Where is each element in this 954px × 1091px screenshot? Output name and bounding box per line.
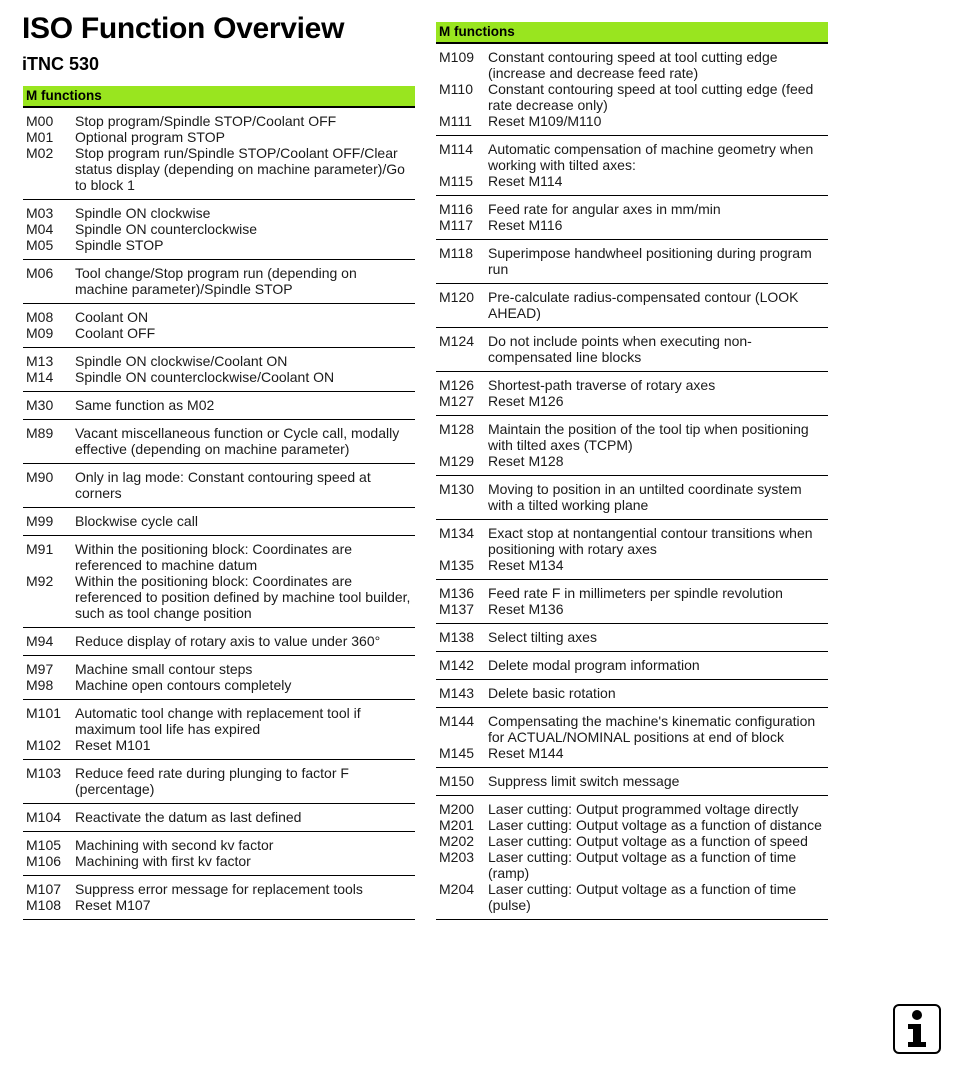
function-row bbox=[23, 705, 415, 737]
function-description: Vacant miscellaneous function or Cycle call, modally effective (depending on machine parameter) bbox=[75, 425, 400, 457]
function-code: M115 bbox=[439, 173, 473, 189]
function-row bbox=[23, 633, 415, 649]
function-code: M134 bbox=[439, 525, 475, 541]
function-row bbox=[23, 837, 415, 853]
function-row bbox=[23, 237, 415, 253]
function-code: M105 bbox=[26, 837, 62, 853]
function-description: Maintain the position of the tool tip when positioning with tilted axes (TCPM) bbox=[488, 421, 809, 453]
section-header: M functions bbox=[23, 86, 415, 108]
function-description: Reset M114 bbox=[488, 173, 563, 189]
function-description: Reset M101 bbox=[75, 737, 151, 753]
function-description: Laser cutting: Output voltage as a function of speed bbox=[488, 833, 808, 849]
function-group bbox=[436, 136, 828, 196]
function-code: M91 bbox=[26, 541, 54, 557]
function-description: Superimpose handwheel positioning during program run bbox=[488, 245, 812, 277]
function-description: Within the positioning block: Coordinates are referenced to machine datum bbox=[75, 541, 353, 573]
function-row bbox=[436, 601, 828, 617]
function-row bbox=[436, 773, 828, 789]
function-row bbox=[436, 393, 828, 409]
function-group bbox=[436, 240, 828, 284]
function-description: Do not include points when executing non-compensated line blocks bbox=[488, 333, 752, 365]
function-code: M145 bbox=[439, 745, 475, 761]
function-code: M114 bbox=[439, 141, 473, 157]
function-group bbox=[436, 196, 828, 240]
function-description: Machining with first kv factor bbox=[75, 853, 251, 869]
function-row bbox=[436, 817, 828, 833]
function-group bbox=[436, 520, 828, 580]
function-row bbox=[436, 421, 828, 453]
info-icon bbox=[893, 1004, 941, 1054]
function-code: M101 bbox=[26, 705, 62, 721]
function-row bbox=[23, 145, 415, 193]
function-code: M90 bbox=[26, 469, 54, 485]
function-group bbox=[23, 628, 415, 656]
function-description: Pre-calculate radius-compensated contour (LOOK AHEAD) bbox=[488, 289, 799, 321]
function-group bbox=[436, 328, 828, 372]
function-group bbox=[23, 200, 415, 260]
function-code: M204 bbox=[439, 881, 475, 897]
function-description: Reduce feed rate during plunging to factor F (percentage) bbox=[75, 765, 349, 797]
function-description: Exact stop at nontangential contour transitions when positioning with rotary axes bbox=[488, 525, 813, 557]
function-code: M128 bbox=[439, 421, 475, 437]
function-row bbox=[436, 289, 828, 321]
function-description: Tool change/Stop program run (depending on machine parameter)/Spindle STOP bbox=[75, 265, 357, 297]
function-group bbox=[23, 348, 415, 392]
function-code: M130 bbox=[439, 481, 475, 497]
function-description: Blockwise cycle call bbox=[75, 513, 198, 529]
function-code: M94 bbox=[26, 633, 54, 649]
function-code: M111 bbox=[439, 113, 472, 129]
function-row bbox=[23, 325, 415, 341]
function-row bbox=[436, 481, 828, 513]
function-description: Constant contouring speed at tool cutting edge (feed rate decrease only) bbox=[488, 81, 814, 113]
function-description: Spindle ON counterclockwise bbox=[75, 221, 258, 237]
function-code: M135 bbox=[439, 557, 475, 573]
function-description: Reset M109/M110 bbox=[488, 113, 602, 129]
function-code: M150 bbox=[439, 773, 475, 789]
function-code: M99 bbox=[26, 513, 54, 529]
function-description: Reset M144 bbox=[488, 745, 564, 761]
function-description: Shortest-path traverse of rotary axes bbox=[488, 377, 716, 393]
function-row bbox=[23, 113, 415, 129]
function-group bbox=[23, 304, 415, 348]
function-row bbox=[436, 745, 828, 761]
function-code: M136 bbox=[439, 585, 475, 601]
function-group bbox=[23, 700, 415, 760]
function-row bbox=[23, 353, 415, 369]
function-row bbox=[436, 245, 828, 277]
function-description: Automatic compensation of machine geometry when working with tilted axes: bbox=[488, 141, 814, 173]
function-row bbox=[436, 713, 828, 745]
function-description: Only in lag mode: Constant contouring speed at corners bbox=[75, 469, 371, 501]
function-code: M118 bbox=[439, 245, 473, 261]
function-row bbox=[436, 113, 828, 129]
function-group bbox=[436, 652, 828, 680]
function-row bbox=[23, 397, 415, 413]
function-code: M124 bbox=[439, 333, 475, 349]
function-row bbox=[436, 585, 828, 601]
function-code: M120 bbox=[439, 289, 475, 305]
function-group bbox=[23, 420, 415, 464]
function-group bbox=[23, 760, 415, 804]
function-description: Delete basic rotation bbox=[488, 685, 616, 701]
function-code: M108 bbox=[26, 897, 62, 913]
function-group bbox=[23, 804, 415, 832]
function-code: M203 bbox=[439, 849, 475, 865]
function-code: M97 bbox=[26, 661, 54, 677]
function-row bbox=[23, 853, 415, 869]
function-description: Stop program/Spindle STOP/Coolant OFF bbox=[75, 113, 337, 129]
function-group bbox=[23, 876, 415, 920]
m-function-list bbox=[23, 108, 415, 920]
function-description: Laser cutting: Output programmed voltage directly bbox=[488, 801, 799, 817]
function-description: Spindle ON clockwise bbox=[75, 205, 211, 221]
function-code: M107 bbox=[26, 881, 62, 897]
function-row bbox=[436, 685, 828, 701]
function-code: M106 bbox=[26, 853, 62, 869]
function-description: Coolant OFF bbox=[75, 325, 156, 341]
function-description: Reset M128 bbox=[488, 453, 564, 469]
page-subtitle: iTNC 530 bbox=[22, 54, 100, 74]
function-group bbox=[23, 656, 415, 700]
function-code: M200 bbox=[439, 801, 475, 817]
function-code: M102 bbox=[26, 737, 62, 753]
function-row bbox=[23, 513, 415, 529]
function-code: M04 bbox=[26, 221, 54, 237]
function-group bbox=[23, 392, 415, 420]
function-group bbox=[436, 44, 828, 136]
function-row bbox=[436, 453, 828, 469]
function-description: Machine open contours completely bbox=[75, 677, 292, 693]
left-column bbox=[23, 86, 415, 920]
function-description: Machine small contour steps bbox=[75, 661, 253, 677]
function-row bbox=[23, 881, 415, 897]
function-description: Moving to position in an untilted coordinate system with a tilted working plane bbox=[488, 481, 802, 513]
function-group bbox=[436, 708, 828, 768]
function-row bbox=[23, 541, 415, 573]
function-description: Stop program run/Spindle STOP/Coolant OFF/Clear status display (depending on machine parameter)/Go to block 1 bbox=[75, 145, 405, 193]
function-group bbox=[23, 464, 415, 508]
function-description: Spindle STOP bbox=[75, 237, 164, 253]
function-row bbox=[23, 573, 415, 621]
function-code: M98 bbox=[26, 677, 54, 693]
function-description: Suppress limit switch message bbox=[488, 773, 680, 789]
page-title: ISO Function Overview bbox=[22, 12, 345, 45]
function-row bbox=[23, 129, 415, 145]
function-group bbox=[436, 284, 828, 328]
function-code: M142 bbox=[439, 657, 475, 673]
function-code: M116 bbox=[439, 201, 473, 217]
function-code: M30 bbox=[26, 397, 54, 413]
function-row bbox=[23, 737, 415, 753]
function-code: M143 bbox=[439, 685, 475, 701]
function-group bbox=[436, 372, 828, 416]
function-code: M202 bbox=[439, 833, 475, 849]
function-description: Select tilting axes bbox=[488, 629, 597, 645]
function-row bbox=[436, 849, 828, 881]
function-description: Reset M136 bbox=[488, 601, 564, 617]
function-row bbox=[436, 49, 828, 81]
function-code: M13 bbox=[26, 353, 54, 369]
function-description: Machining with second kv factor bbox=[75, 837, 274, 853]
function-group bbox=[436, 416, 828, 476]
function-description: Suppress error message for replacement tools bbox=[75, 881, 363, 897]
m-function-list bbox=[436, 44, 828, 920]
function-row bbox=[23, 425, 415, 457]
function-description: Spindle ON clockwise/Coolant ON bbox=[75, 353, 288, 369]
function-description: Automatic tool change with replacement tool if maximum tool life has expired bbox=[75, 705, 361, 737]
function-row bbox=[436, 525, 828, 557]
function-row bbox=[436, 629, 828, 645]
function-group bbox=[436, 768, 828, 796]
function-row bbox=[23, 897, 415, 913]
function-group bbox=[436, 580, 828, 624]
function-code: M05 bbox=[26, 237, 54, 253]
function-code: M110 bbox=[439, 81, 473, 97]
function-description: Laser cutting: Output voltage as a function of time (ramp) bbox=[488, 849, 797, 881]
function-row bbox=[436, 833, 828, 849]
function-description: Coolant ON bbox=[75, 309, 149, 325]
function-code: M89 bbox=[26, 425, 54, 441]
function-description: Reduce display of rotary axis to value under 360° bbox=[75, 633, 381, 649]
function-description: Optional program STOP bbox=[75, 129, 225, 145]
function-code: M126 bbox=[439, 377, 475, 393]
function-row bbox=[23, 661, 415, 677]
function-code: M144 bbox=[439, 713, 475, 729]
function-group bbox=[436, 476, 828, 520]
function-description: Reset M107 bbox=[75, 897, 151, 913]
function-row bbox=[23, 265, 415, 297]
function-code: M117 bbox=[439, 217, 473, 233]
function-group bbox=[23, 508, 415, 536]
function-code: M103 bbox=[26, 765, 62, 781]
function-row bbox=[23, 677, 415, 693]
function-description: Reset M134 bbox=[488, 557, 564, 573]
function-group bbox=[23, 536, 415, 628]
function-description: Compensating the machine's kinematic configuration for ACTUAL/NOMINAL positions at end of block bbox=[488, 713, 816, 745]
function-description: Constant contouring speed at tool cutting edge (increase and decrease feed rate) bbox=[488, 49, 778, 81]
function-code: M127 bbox=[439, 393, 475, 409]
function-description: Delete modal program information bbox=[488, 657, 700, 673]
function-row bbox=[436, 657, 828, 673]
function-row bbox=[23, 469, 415, 501]
function-group bbox=[23, 832, 415, 876]
function-code: M09 bbox=[26, 325, 54, 341]
section-header: M functions bbox=[436, 22, 828, 44]
function-row bbox=[23, 309, 415, 325]
function-row bbox=[436, 81, 828, 113]
function-description: Feed rate for angular axes in mm/min bbox=[488, 201, 721, 217]
function-description: Reactivate the datum as last defined bbox=[75, 809, 302, 825]
function-row bbox=[436, 201, 828, 217]
function-row bbox=[436, 881, 828, 913]
function-row bbox=[23, 369, 415, 385]
function-description: Laser cutting: Output voltage as a function of time (pulse) bbox=[488, 881, 797, 913]
function-row bbox=[436, 377, 828, 393]
function-code: M08 bbox=[26, 309, 54, 325]
function-code: M02 bbox=[26, 145, 54, 161]
function-description: Reset M126 bbox=[488, 393, 564, 409]
function-code: M14 bbox=[26, 369, 54, 385]
function-code: M104 bbox=[26, 809, 62, 825]
function-description: Same function as M02 bbox=[75, 397, 215, 413]
function-group bbox=[23, 108, 415, 200]
function-description: Reset M116 bbox=[488, 217, 563, 233]
function-code: M01 bbox=[26, 129, 54, 145]
function-group bbox=[23, 260, 415, 304]
function-code: M201 bbox=[439, 817, 475, 833]
function-code: M129 bbox=[439, 453, 475, 469]
function-code: M137 bbox=[439, 601, 475, 617]
function-description: Within the positioning block: Coordinates are referenced to position defined by machine tool builder, such as tool change position bbox=[75, 573, 411, 621]
function-row bbox=[436, 217, 828, 233]
function-row bbox=[436, 801, 828, 817]
function-row bbox=[436, 173, 828, 189]
function-group bbox=[436, 680, 828, 708]
function-row bbox=[23, 809, 415, 825]
function-code: M109 bbox=[439, 49, 475, 65]
info-glyph bbox=[902, 1009, 932, 1049]
function-row bbox=[436, 141, 828, 173]
function-description: Feed rate F in millimeters per spindle revolution bbox=[488, 585, 783, 601]
function-row bbox=[23, 205, 415, 221]
function-description: Spindle ON counterclockwise/Coolant ON bbox=[75, 369, 335, 385]
function-group bbox=[436, 624, 828, 652]
function-code: M138 bbox=[439, 629, 475, 645]
function-row bbox=[436, 333, 828, 365]
function-code: M06 bbox=[26, 265, 54, 281]
right-column bbox=[436, 22, 828, 920]
function-code: M03 bbox=[26, 205, 54, 221]
function-group bbox=[436, 796, 828, 920]
function-description: Laser cutting: Output voltage as a function of distance bbox=[488, 817, 822, 833]
function-row bbox=[23, 221, 415, 237]
function-code: M00 bbox=[26, 113, 54, 129]
function-row bbox=[23, 765, 415, 797]
function-code: M92 bbox=[26, 573, 54, 589]
function-row bbox=[436, 557, 828, 573]
